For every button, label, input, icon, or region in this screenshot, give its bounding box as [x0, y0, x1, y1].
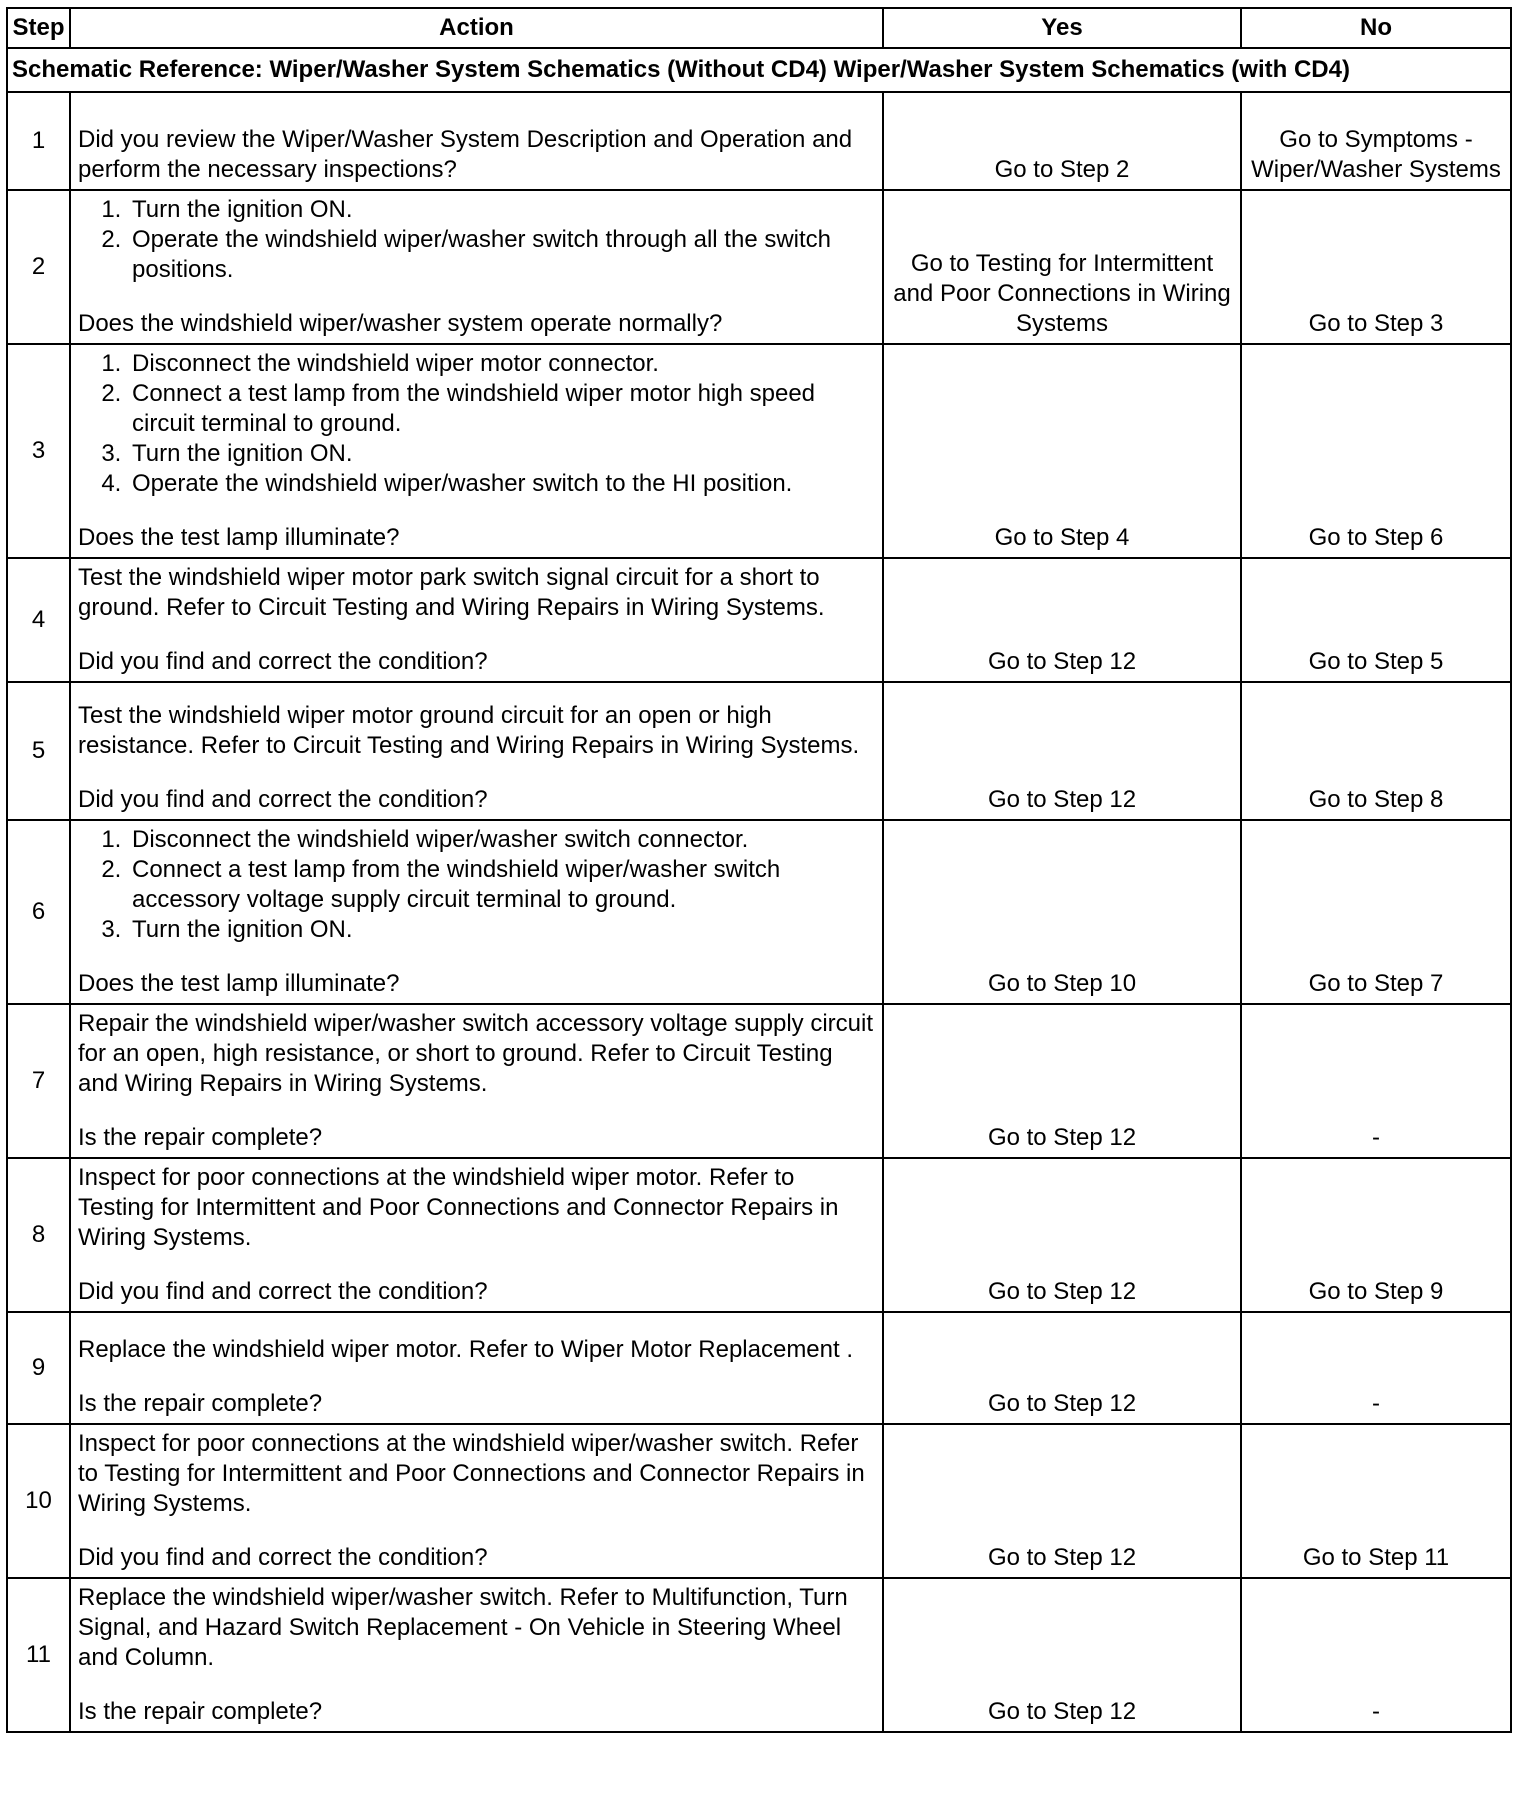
- yes-result: Go to Testing for Intermittent and Poor Connections in Wiring Systems: [883, 190, 1241, 344]
- yes-result: Go to Step 2: [883, 92, 1241, 190]
- action-cell: [70, 190, 883, 344]
- action-question: Did you find and correct the condition?: [78, 1544, 488, 1571]
- spacer: [78, 623, 875, 647]
- action-step-item: 1. Disconnect the windshield wiper/washer switch connector.: [128, 825, 875, 855]
- no-result: Go to Step 5: [1241, 558, 1511, 682]
- diagnostic-table: [6, 7, 1512, 1733]
- yes-result: Go to Step 12: [883, 558, 1241, 682]
- table-row: [7, 1424, 1511, 1578]
- action-question: Did you find and correct the condition?: [78, 786, 488, 813]
- step-number: 2: [7, 190, 70, 344]
- header-step: Step: [7, 8, 70, 48]
- yes-result: Go to Step 10: [883, 820, 1241, 1004]
- action-text: Replace the windshield wiper/washer switch. Refer to Multifunction, Turn Signal, and Hazard Switch Replacement - On Vehicle in Steering Wheel and Column.: [78, 1584, 848, 1671]
- step-number: 4: [7, 558, 70, 682]
- table-row: [7, 344, 1511, 558]
- action-question: Does the test lamp illuminate?: [78, 524, 400, 551]
- action-cell: [70, 344, 883, 558]
- action-step-item: 4. Operate the windshield wiper/washer switch to the HI position.: [128, 469, 875, 499]
- table-row: [7, 1004, 1511, 1158]
- table-row: [7, 1578, 1511, 1732]
- action-text: Repair the windshield wiper/washer switch accessory voltage supply circuit for an open, high resistance, or short to ground. Refer to Circuit Testing and Wiring Repairs in Wiring Systems.: [78, 1010, 874, 1097]
- action-text: Test the windshield wiper motor park switch signal circuit for a short to ground. Refer to Circuit Testing and Wiring Repairs in Wiring Systems.: [78, 564, 825, 621]
- action-steps-list: [78, 349, 875, 499]
- step-number: 10: [7, 1424, 70, 1578]
- action-step-item: 1. Turn the ignition ON.: [128, 195, 875, 225]
- schematic-reference-row: [7, 48, 1511, 92]
- yes-result: Go to Step 12: [883, 1424, 1241, 1578]
- no-result: -: [1241, 1004, 1511, 1158]
- no-result: -: [1241, 1312, 1511, 1424]
- action-cell: [70, 92, 883, 190]
- header-no: No: [1241, 8, 1511, 48]
- table-row: [7, 820, 1511, 1004]
- action-question: Did you find and correct the condition?: [78, 1278, 488, 1305]
- no-result: -: [1241, 1578, 1511, 1732]
- action-step-item: 2. Operate the windshield wiper/washer switch through all the switch positions.: [128, 225, 875, 285]
- yes-result: Go to Step 12: [883, 682, 1241, 820]
- no-result: Go to Symptoms - Wiper/Washer Systems: [1241, 92, 1511, 190]
- action-cell: [70, 1158, 883, 1312]
- spacer: [78, 1365, 875, 1389]
- action-step-item: 1. Disconnect the windshield wiper motor connector.: [128, 349, 875, 379]
- no-result: Go to Step 3: [1241, 190, 1511, 344]
- action-cell: [70, 820, 883, 1004]
- action-text: Did you review the Wiper/Washer System Description and Operation and perform the necessary inspections?: [78, 126, 853, 183]
- step-number: 1: [7, 92, 70, 190]
- action-step-item: 3. Turn the ignition ON.: [128, 915, 875, 945]
- no-result: Go to Step 6: [1241, 344, 1511, 558]
- spacer: [78, 945, 875, 969]
- action-cell: [70, 558, 883, 682]
- step-number: 11: [7, 1578, 70, 1732]
- table-row: [7, 92, 1511, 190]
- action-text: Test the windshield wiper motor ground circuit for an open or high resistance. Refer to Circuit Testing and Wiring Repairs in Wiring Systems.: [78, 702, 860, 759]
- action-cell: [70, 1312, 883, 1424]
- spacer: [78, 285, 875, 309]
- table-row: [7, 682, 1511, 820]
- table-row: [7, 190, 1511, 344]
- action-cell: [70, 1578, 883, 1732]
- no-result: Go to Step 11: [1241, 1424, 1511, 1578]
- spacer: [78, 1099, 875, 1123]
- header-action: Action: [70, 8, 883, 48]
- yes-result: Go to Step 12: [883, 1158, 1241, 1312]
- yes-result: Go to Step 12: [883, 1004, 1241, 1158]
- action-text: Inspect for poor connections at the windshield wiper motor. Refer to Testing for Intermittent and Poor Connections and Connector Repairs in Wiring Systems.: [78, 1164, 839, 1251]
- step-number: 8: [7, 1158, 70, 1312]
- step-number: 6: [7, 820, 70, 1004]
- action-text: Inspect for poor connections at the windshield wiper/washer switch. Refer to Testing for Intermittent and Poor Connections and Connector Repairs in Wiring Systems.: [78, 1430, 865, 1517]
- no-result: Go to Step 7: [1241, 820, 1511, 1004]
- no-result: Go to Step 9: [1241, 1158, 1511, 1312]
- table-row: [7, 1158, 1511, 1312]
- step-number: 3: [7, 344, 70, 558]
- no-result: Go to Step 8: [1241, 682, 1511, 820]
- action-question: Does the windshield wiper/washer system operate normally?: [78, 310, 723, 337]
- action-cell: [70, 1424, 883, 1578]
- table-row: [7, 558, 1511, 682]
- action-question: Is the repair complete?: [78, 1698, 323, 1725]
- schematic-reference: Schematic Reference: Wiper/Washer System Schematics (Without CD4) Wiper/Washer System Schematics (with CD4): [7, 48, 1511, 92]
- step-number: 9: [7, 1312, 70, 1424]
- header-row: [7, 8, 1511, 48]
- action-step-item: 2. Connect a test lamp from the windshield wiper motor high speed circuit terminal to ground.: [128, 379, 875, 439]
- action-text: Replace the windshield wiper motor. Refer to Wiper Motor Replacement .: [78, 1336, 854, 1363]
- action-question: Did you find and correct the condition?: [78, 648, 488, 675]
- step-number: 5: [7, 682, 70, 820]
- table-row: [7, 1312, 1511, 1424]
- table-body: [7, 48, 1511, 1732]
- action-question: Is the repair complete?: [78, 1390, 323, 1417]
- action-cell: [70, 1004, 883, 1158]
- spacer: [78, 761, 875, 785]
- spacer: [78, 1673, 875, 1697]
- spacer: [78, 1253, 875, 1277]
- action-question: Is the repair complete?: [78, 1124, 323, 1151]
- yes-result: Go to Step 12: [883, 1312, 1241, 1424]
- action-steps-list: [78, 825, 875, 945]
- action-cell: [70, 682, 883, 820]
- action-step-item: 2. Connect a test lamp from the windshield wiper/washer switch accessory voltage supply circuit terminal to ground.: [128, 855, 875, 915]
- yes-result: Go to Step 4: [883, 344, 1241, 558]
- action-steps-list: [78, 195, 875, 285]
- action-question: Does the test lamp illuminate?: [78, 970, 400, 997]
- step-number: 7: [7, 1004, 70, 1158]
- spacer: [78, 499, 875, 523]
- yes-result: Go to Step 12: [883, 1578, 1241, 1732]
- action-step-item: 3. Turn the ignition ON.: [128, 439, 875, 469]
- header-yes: Yes: [883, 8, 1241, 48]
- spacer: [78, 1519, 875, 1543]
